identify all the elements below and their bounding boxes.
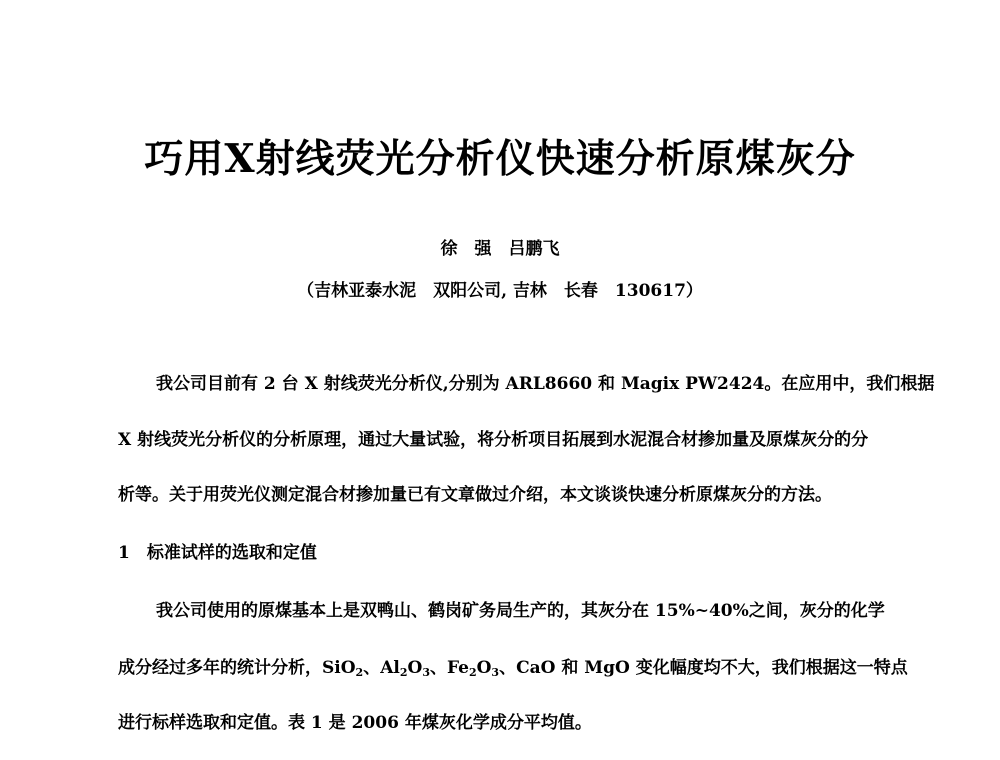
paper-title: 巧用X射线荧光分析仪快速分析原煤灰分 [144,136,856,182]
paragraph-1-line-2: X 射线荧光分析仪的分析原理，通过大量试验，将分析项目拓展到水泥混合材掺加量及原煤灰分的分 [118,430,869,450]
author-list: 徐 强 吕鹏飞 [440,239,560,259]
paragraph-1-line-1: 我公司目前有 2 台 X 射线荧光分析仪,分别为 ARL8660 和 Magix PW2424。在应用中，我们根据 [156,374,935,394]
formula-al2o3: $Al_2O_3$ [380,658,430,679]
section-heading: 1 标准试样的选取和定值 [118,543,317,563]
paragraph-1-line-3: 析等。关于用荧光仪测定混合材掺加量已有文章做过介绍，本文谈谈快速分析原煤灰分的方法。 [118,485,832,505]
paragraph-2-line-2: 成分经过多年的统计分析，SiO$_2$、$Al_2O_3$、$Fe_2O_3$、CaO 和 MgO 变化幅度均不大，我们根据这一特点 [118,658,908,679]
paragraph-2-line-3: 进行标样选取和定值。表 1 是 2006 年煤灰化学成分平均值。 [118,713,592,733]
text-fragment: 成分经过多年的统计分析， [118,658,322,678]
paragraph-2-line-1: 我公司使用的原煤基本上是双鸭山、鹤岗矿务局生产的，其灰分在 15%~40%之间，灰分的化学 [156,601,885,621]
formula-fe2o3: $Fe_2O_3$ [446,658,500,679]
text-fragment: 、CaO 和 MgO 变化幅度均不大，我们根据这一特点 [499,658,908,678]
formula-sio2: SiO$_2$ [322,658,364,679]
author-affiliation: （吉林亚泰水泥 双阳公司, 吉林 长春 130617） [297,281,703,301]
